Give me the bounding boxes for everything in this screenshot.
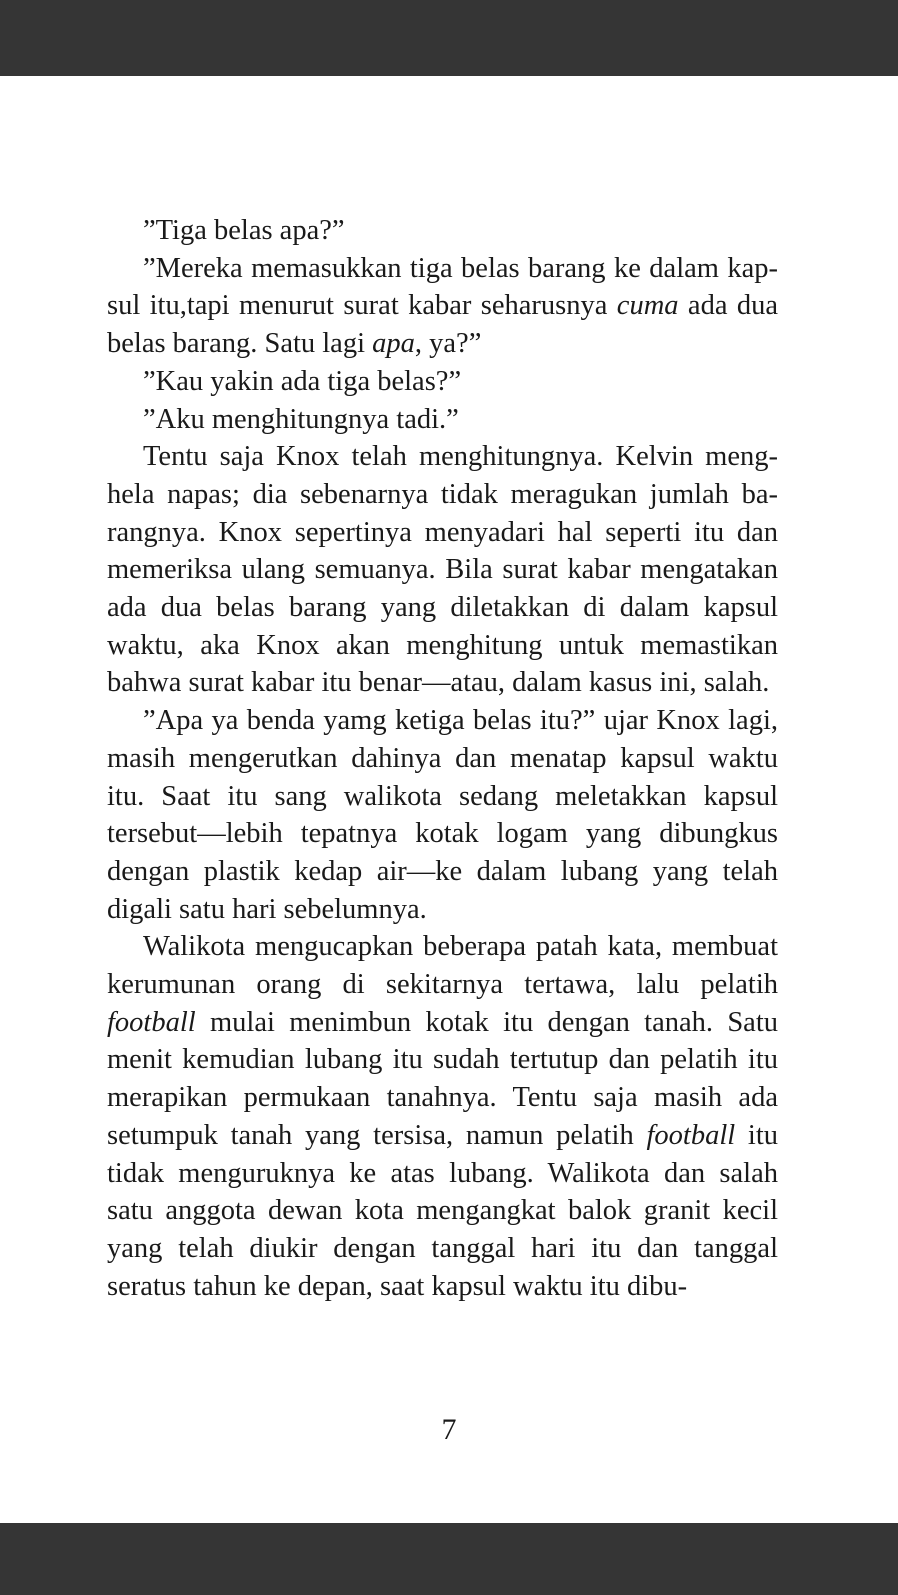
italic-text: football xyxy=(646,1119,736,1151)
paragraph xyxy=(107,212,778,250)
paragraph xyxy=(107,401,778,439)
italic-text: football xyxy=(107,1006,196,1038)
paragraph-text: mulai menimbun kotak itu dengan tanah. Satu menit kemudian lubang itu sudah tertutup dan pelatih itu merapikan permukaan tanahnya. Tentu saja masih ada setumpuk tanah yang tersisa, namun pelatih xyxy=(107,1006,778,1151)
page-text xyxy=(107,212,778,1305)
paragraph-text: , ya?” xyxy=(414,328,482,360)
paragraph xyxy=(107,702,778,928)
book-page xyxy=(0,76,898,1523)
paragraph-text: ”Apa ya benda yamg ketiga belas itu?” ujar Knox lagi, masih mengerutkan dahinya dan menatap kapsul waktu itu. Saat itu sang walikota sedang meletakkan kapsul tersebut—lebih tepatnya kotak logam yang dibungkus dengan plastik kedap air—ke dalam lubang yang telah digali satu hari sebelumnya. xyxy=(107,705,778,925)
italic-text: cuma xyxy=(616,290,679,322)
italic-text: apa xyxy=(372,328,415,360)
paragraph-text: ”Mereka memasukkan tiga belas barang ke dalam kapsul itu,tapi menurut surat kabar seharusnya xyxy=(107,252,778,322)
bottom-bar xyxy=(0,1523,898,1595)
paragraph xyxy=(107,363,778,401)
paragraph xyxy=(107,250,778,363)
paragraph-text: itu tidak menguruknya ke atas lubang. Walikota dan salah satu anggota dewan kota mengangkat balok granit kecil yang telah diukir dengan tanggal hari itu dan tanggal seratus tahun ke depan, saat kapsul waktu itu dibu- xyxy=(107,1119,779,1302)
page-number: 7 xyxy=(441,1413,457,1446)
paragraph-text: ”Tiga belas apa?” xyxy=(143,215,345,246)
paragraph xyxy=(107,438,778,702)
paragraph-text: ada dua belas barang. Satu lagi xyxy=(107,290,778,360)
paragraph-text: ”Aku menghitungnya tadi.” xyxy=(143,403,459,435)
paragraph xyxy=(107,928,778,1305)
paragraph-text: Tentu saja Knox telah menghitungnya. Kelvin menghela napas; dia sebenarnya tidak meragukan jumlah barangnya. Knox sepertinya menyadari hal seperti itu dan memeriksa ulang semuanya. Bila surat kabar mengatakan ada dua belas barang yang diletakkan di dalam kapsul waktu, aka Knox akan menghitung untuk memastikan bahwa surat kabar itu benar—atau, dalam kasus ini, salah. xyxy=(107,441,778,699)
paragraph-text: Walikota mengucapkan beberapa patah kata, membuat kerumunan orang di sekitarnya tertawa, lalu pelatih xyxy=(107,931,778,1001)
paragraph-text: ”Kau yakin ada tiga belas?” xyxy=(143,365,462,397)
top-bar xyxy=(0,0,898,76)
